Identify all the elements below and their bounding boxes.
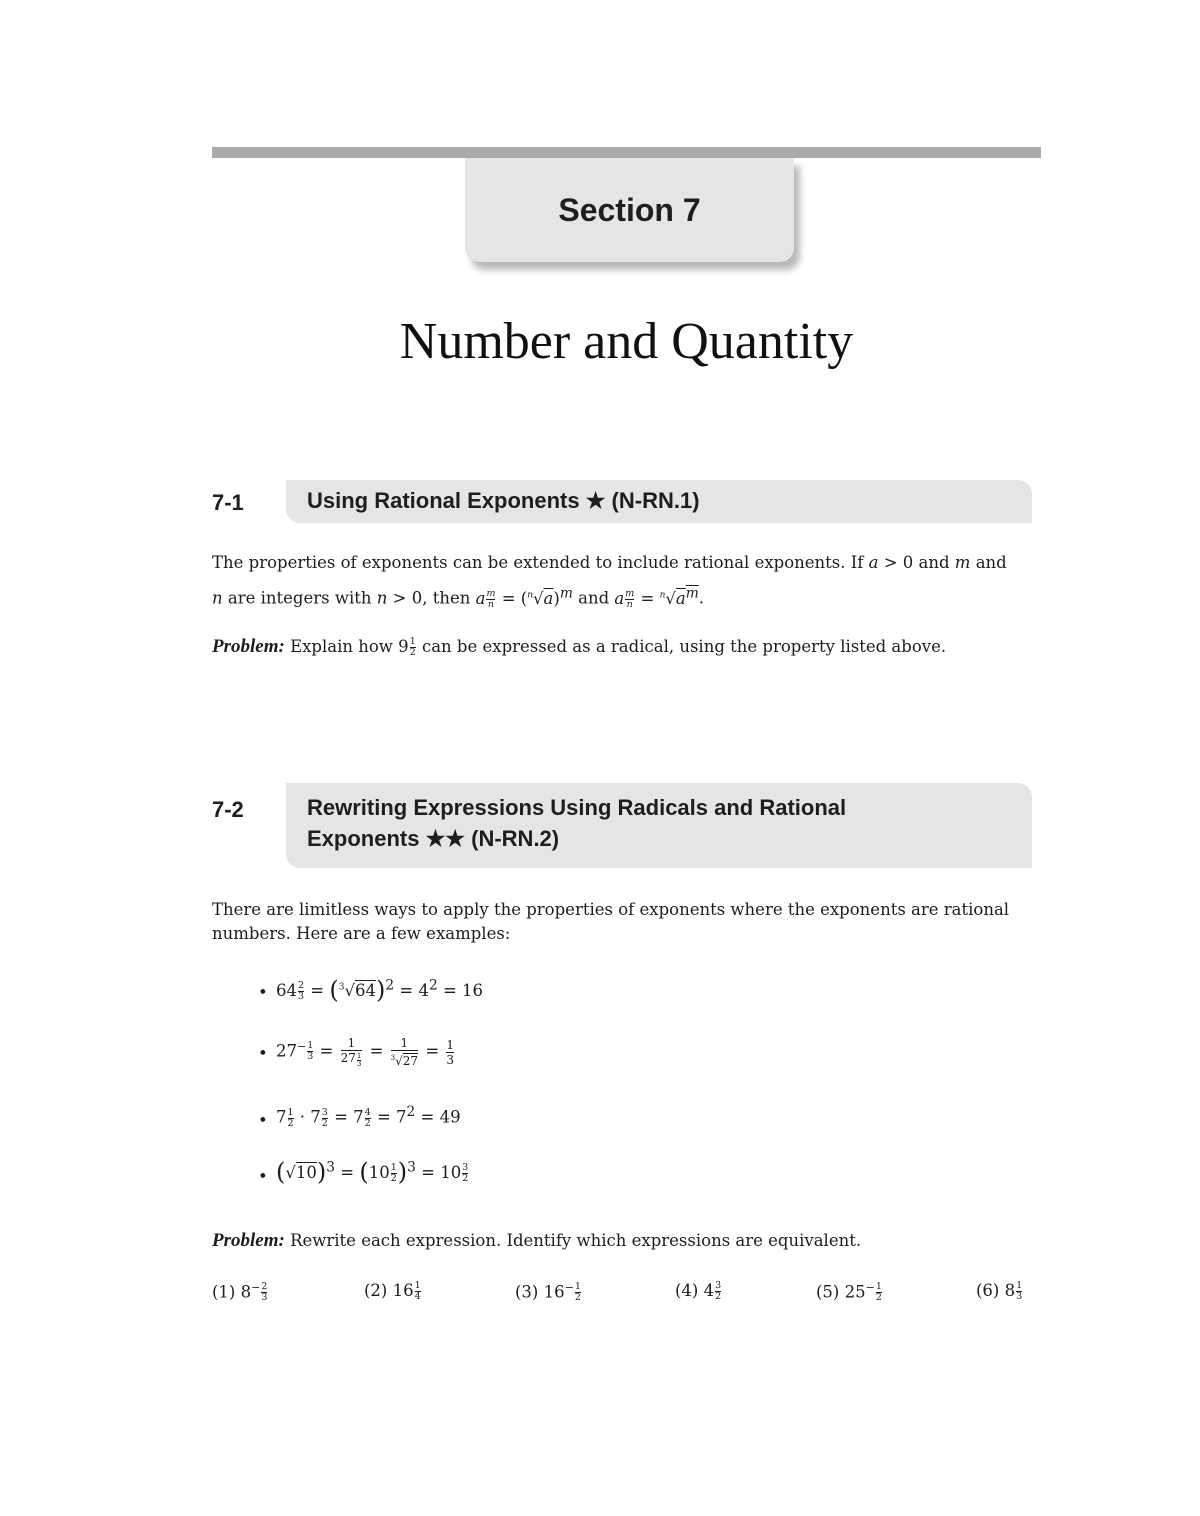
chapter-title: Number and Quantity — [399, 313, 854, 370]
top-rule — [212, 147, 1041, 158]
topic-7-2-intro: There are limitless ways to apply the properties of exponents where the exponents are rational numbers. Here are a few examples: — [212, 900, 1010, 943]
topic-7-2-problem: Problem: Rewrite each expression. Identify which expressions are equivalent. — [212, 1230, 862, 1251]
bullet-1: • — [258, 983, 268, 1002]
rational-exponent-formula-2: a $\frac{m}{n}$ = $^n√a^m$ — [614, 585, 699, 610]
section-tab — [465, 158, 794, 262]
example-4: $(√10)^3 = (10$ $\frac{1}{2}$ )$^3$ = 10 $\frac{3}{2}$ — [276, 1158, 469, 1186]
topic-number-7-2: 7-2 — [212, 797, 244, 822]
bullet-2: • — [258, 1044, 268, 1063]
topic-7-1-paragraph: The properties of exponents can be extended to include rational exponents. If a > 0 and m and n are integers with n > 0, then a $\frac{m}{n}$ = $(^n√a)^m$ and a $\frac{m}{n}$ = $^n√a^m$. — [212, 553, 1007, 610]
bullet-4: • — [258, 1167, 268, 1186]
topic-number-7-1: 7-1 — [212, 490, 244, 515]
option-3: (3) $16^{- \frac{1}{2}}$ — [515, 1281, 581, 1303]
section-label: Section 7 — [558, 191, 701, 228]
option-6: (6) 8 $\frac{1}{3}$ — [976, 1280, 1023, 1302]
rational-exponent-formula-1: a $\frac{m}{n}$ = $(^n√a)^m$ — [475, 585, 573, 610]
option-1: (1) $8^{- \frac{2}{3}}$ — [212, 1281, 268, 1303]
option-4: (4) 4 $\frac{3}{2}$ — [675, 1280, 722, 1302]
option-5: (5) $25^{- \frac{1}{2}}$ — [816, 1281, 882, 1303]
example-3: 7 $\frac{1}{2}$ · 7 $\frac{3}{2}$ = 7 $\frac{4}{2}$ = $7^2 = 49$ — [276, 1104, 461, 1129]
topic-7-1-problem: Problem: Explain how 9 $\frac{1}{2}$ can be expressed as a radical, using the property listed above. — [212, 636, 947, 658]
example-1: 64 $\frac{2}{3}$ = $(^3√64)^2 = 4^2 = 16$ — [276, 976, 484, 1004]
example-2: $27^{- \frac{1}{3}}$ = 1 27 $\frac{1}{3}$ = $\frac{1}{^3√27}$ = $\frac{1}{3}$ — [276, 1036, 455, 1068]
bullet-3: • — [258, 1111, 268, 1130]
option-2: (2) 16 $\frac{1}{4}$ — [364, 1280, 421, 1302]
topic-heading-7-2: Rewriting Expressions Using Radicals and Rational Exponents ★★ (N-RN.2) — [286, 783, 1032, 868]
topic-heading-7-1: Using Rational Exponents ★ (N-RN.1) — [286, 480, 1032, 523]
